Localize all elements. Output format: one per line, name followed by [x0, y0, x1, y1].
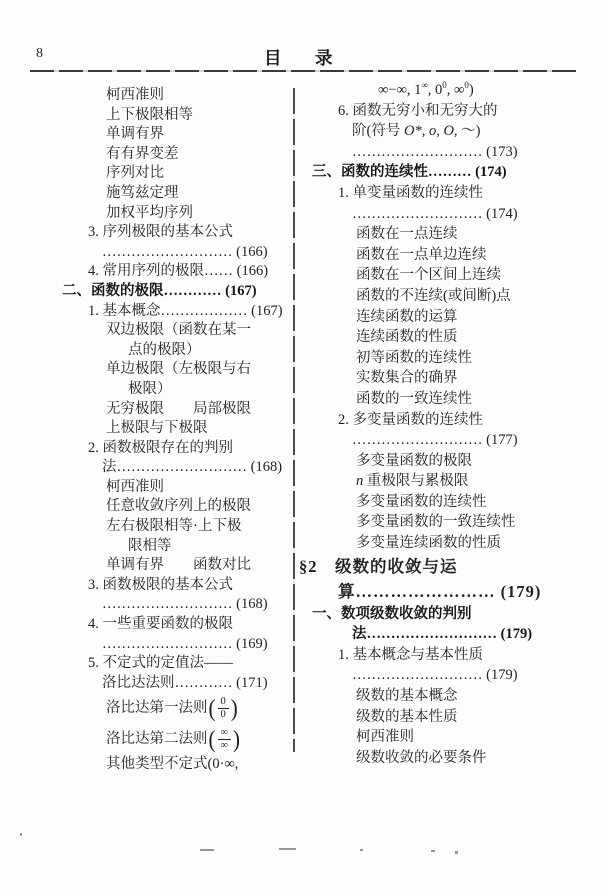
toc-line: 柯西准则: [356, 729, 414, 746]
toc-line: 上下极限相等: [106, 106, 193, 123]
toc-line: 2. 多变量函数的连续性: [338, 411, 483, 428]
toc-line: 法……………………… (179): [352, 626, 533, 643]
toc-line: 任意收敛序列上的极限: [106, 498, 251, 515]
toc-line: 3. 序列极限的基本公式: [88, 224, 233, 241]
toc-line: 柯西准则: [106, 87, 164, 103]
toc-line: 无穷极限 局部极限: [106, 400, 251, 417]
toc-line: 上极限与下极限: [106, 420, 208, 437]
toc-right-column: [299, 80, 562, 768]
scan-artifact: [431, 850, 435, 852]
scan-artifact: [455, 851, 458, 854]
toc-line: 限相等: [128, 537, 172, 554]
toc-line: 阶(符号 O*, o, O, ～): [352, 123, 481, 140]
toc-line: 初等函数的连续性: [356, 349, 472, 366]
toc-line: 级数收敛的必要条件: [356, 749, 487, 766]
scan-artifact: [20, 833, 22, 836]
toc-line: ……………………… (179): [352, 667, 518, 684]
scan-artifact: [279, 848, 296, 850]
toc-line: 单调有界: [106, 126, 164, 143]
toc-line: 洛比达第二法则 ( $\frac{\infty}{\infty}$ ): [106, 725, 240, 753]
toc-line: ……………………… (166): [102, 243, 268, 260]
toc-line: ……………………… (177): [352, 432, 518, 449]
toc-line: 实数集合的确界: [356, 370, 458, 387]
toc-line: 洛比达法则………… (171): [102, 674, 268, 691]
toc-line: 4. 一些重要函数的极限: [88, 616, 233, 633]
toc-line: 1. 基本概念与基本性质: [338, 646, 483, 663]
page-number: 8: [36, 46, 43, 61]
toc-line: 三、函数的连续性……… (174): [312, 164, 507, 181]
toc-line: 多变量连续函数的性质: [356, 535, 501, 552]
toc-line: ……………………… (168): [102, 596, 268, 613]
toc-line: 施笃兹定理: [106, 184, 179, 201]
toc-line: 多变量函数的连续性: [356, 493, 487, 510]
fraction: $\frac{\infty}{\infty}$: [218, 727, 232, 752]
toc-line: 1. 基本概念……………… (167): [88, 302, 283, 319]
toc-line: 6. 函数无穷小和无穷大的: [338, 102, 498, 119]
toc-line: ……………………… (174): [352, 205, 518, 222]
toc-line: 函数在一点连续: [356, 226, 458, 243]
toc-line: 5. 不定式的定值法——: [88, 655, 233, 672]
toc-line: 函数在一点单边连续: [356, 246, 487, 263]
toc-line: 连续函数的性质: [356, 329, 458, 346]
toc-line: 左右极限相等·上下极: [106, 518, 242, 535]
toc-line: ……………………… (169): [102, 635, 268, 652]
toc-line: 级数的基本性质: [356, 708, 458, 725]
toc-left-column: [62, 86, 312, 775]
page-title: 目 录: [264, 48, 341, 68]
toc-line: 单边极限（左极限与右: [106, 361, 251, 378]
toc-line: 函数的一致连续性: [356, 390, 472, 407]
toc-line: 加权平均序列: [106, 204, 193, 221]
toc-line: 有有界变差: [106, 145, 179, 162]
toc-line: 其他类型不定式(0·∞,: [106, 756, 239, 773]
toc-line: ……………………… (173): [352, 143, 518, 160]
toc-line: 3. 函数极限的基本公式: [88, 576, 233, 593]
toc-line: 级数的基本概念: [356, 688, 458, 705]
toc-line: 柯西准则: [106, 478, 164, 495]
toc-line: 点的极限）: [128, 341, 201, 358]
scan-artifact: [200, 849, 214, 851]
toc-line: 法……………………… (168): [102, 459, 283, 476]
toc-line: 单调有界 函数对比: [106, 557, 251, 574]
fraction: $\frac{0}{0}$: [218, 696, 229, 721]
header-rule: [30, 70, 576, 72]
toc-line: 多变量函数的极限: [356, 452, 472, 469]
toc-line: §2 级数的收敛与运: [299, 556, 458, 576]
toc-line: 算…………………… (179): [338, 581, 542, 601]
toc-line: 函数在一个区间上连续: [356, 267, 501, 284]
toc-line: ∞−∞, 1∞, $0^0$, ∞$^0$): [378, 80, 474, 98]
toc-line: 二、函数的极限………… (167): [62, 282, 257, 299]
toc-line: 极限）: [128, 380, 172, 397]
scan-artifact: [360, 849, 363, 851]
toc-line: n 重极限与累极限: [356, 473, 469, 490]
toc-line: 一、数项级数收敛的判别: [312, 605, 472, 622]
toc-line: 洛比达第一法则 ( $\frac{0}{0}$ ): [106, 694, 238, 722]
toc-line: 函数的不连续(或间断)点: [356, 287, 511, 304]
toc-line: 多变量函数的一致连续性: [356, 514, 516, 531]
toc-line: 连续函数的运算: [356, 308, 458, 325]
toc-line: 1. 单变量函数的连续性: [338, 184, 483, 201]
toc-line: 2. 函数极限存在的判别: [88, 439, 233, 456]
toc-line: 序列对比: [106, 165, 164, 182]
toc-line: 4. 常用序列的极限…… (166): [88, 263, 269, 280]
toc-line: 双边极限（函数在某一: [106, 322, 251, 339]
